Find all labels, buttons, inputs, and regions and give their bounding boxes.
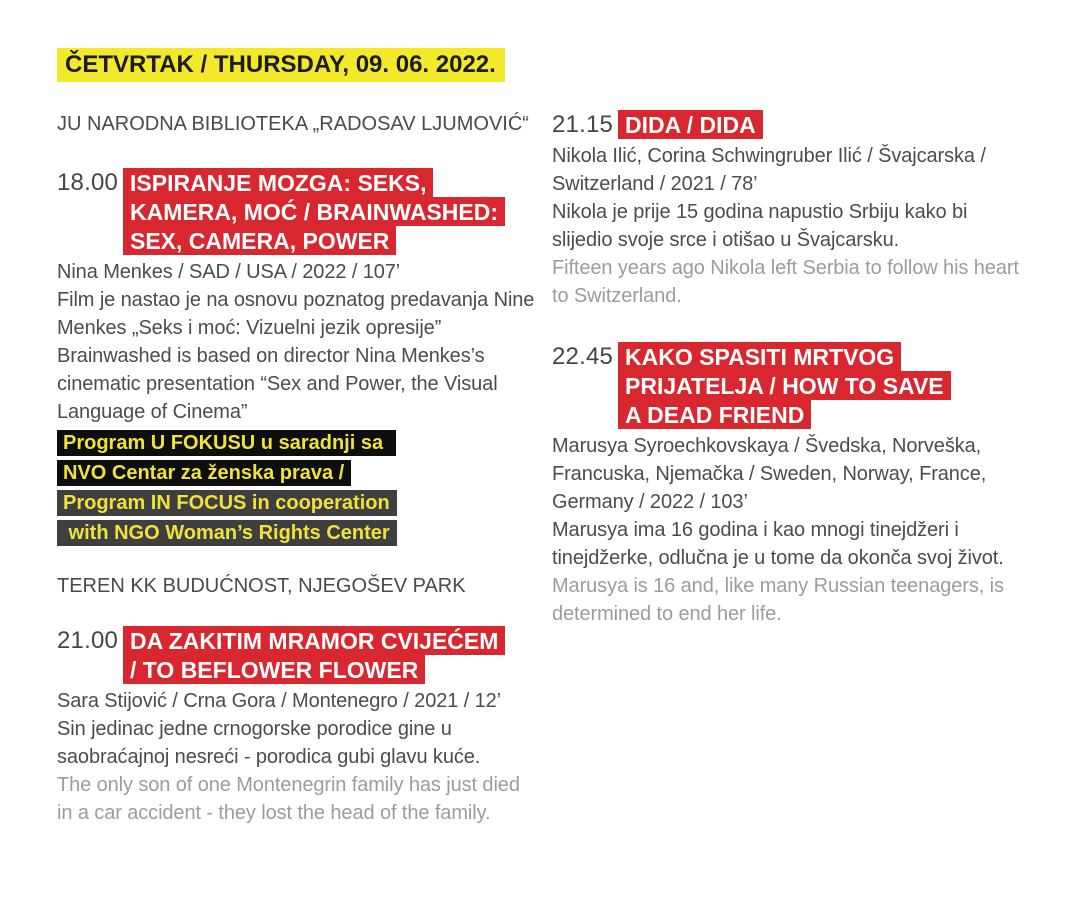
film-credits-line: Francuska, Njemačka / Sweden, Norway, France,: [552, 463, 987, 485]
film-synopsis-line: slijedio svoje srce i otišao u Švajcarsku.: [552, 229, 900, 251]
film-synopsis-en-line: determined to end her life.: [552, 603, 782, 625]
film-details-brainwashed: [57, 258, 535, 426]
film-credits: Sara Stijović / Crna Gora / Montenegro / 2021 / 12’: [57, 690, 502, 712]
film-title-line: PRIJATELJA / HOW TO SAVE: [618, 371, 951, 400]
screening-time-2100: 21.00: [57, 627, 119, 654]
film-credits-line: Nikola Ilić, Corina Schwingruber Ilić / Švajcarska /: [552, 145, 986, 167]
screening-entry-1800: [57, 168, 535, 546]
screening-entry-2100: [57, 626, 527, 827]
film-details-dida: [552, 142, 1022, 310]
date-header: ČETVRTAK / THURSDAY, 09. 06. 2022.: [57, 48, 505, 82]
program-note-line: with NGO Woman’s Rights Center: [57, 520, 397, 546]
film-details-dead-friend: [552, 432, 1022, 628]
film-credits-line: Marusya Syroechkovskaya / Švedska, Norveška,: [552, 435, 982, 457]
film-title-line: SEX, CAMERA, POWER: [123, 226, 396, 255]
film-synopsis-line: cinematic presentation “Sex and Power, the Visual: [57, 373, 498, 395]
program-columns: [57, 110, 1080, 827]
program-note-line: Program IN FOCUS in cooperation: [57, 490, 397, 516]
film-synopsis-line: saobraćajnoj nesreći - porodica gubi glavu kuće.: [57, 746, 481, 768]
film-credits: Nina Menkes / SAD / USA / 2022 / 107’: [57, 261, 401, 283]
screening-entry-2245: [552, 342, 1022, 628]
film-credits-line: Switzerland / 2021 / 78’: [552, 173, 758, 195]
film-synopsis-en-line: Fifteen years ago Nikola left Serbia to follow his heart: [552, 257, 1019, 279]
entry-head-1800: [57, 168, 527, 255]
screening-time-2115: 21.15: [552, 111, 614, 138]
program-in-focus-note: [57, 430, 527, 546]
film-title-line: DA ZAKITIM MRAMOR CVIJEĆEM: [123, 626, 505, 655]
film-synopsis-line: Language of Cinema”: [57, 401, 248, 423]
film-title-brainwashed: [123, 168, 505, 255]
film-title-line: DIDA / DIDA: [618, 110, 763, 139]
film-details-beflower: [57, 687, 527, 827]
screening-entry-2115: [552, 110, 1022, 310]
film-synopsis-en-line: Marusya is 16 and, like many Russian teenagers, is: [552, 575, 1004, 597]
film-synopsis-line: Marusya ima 16 godina i kao mnogi tinejdžeri i: [552, 519, 959, 541]
film-synopsis-line: Sin jedinac jedne crnogorske porodice gine u: [57, 718, 452, 740]
film-credits-line: Germany / 2022 / 103’: [552, 491, 748, 513]
film-title-line: A DEAD FRIEND: [618, 400, 811, 429]
venue-library-label: JU NARODNA BIBLIOTEKA „RADOSAV LJUMOVIĆ“: [57, 113, 529, 135]
right-column: [552, 110, 1022, 827]
screening-time-2245: 22.45: [552, 343, 614, 370]
entry-head-2100: [57, 626, 527, 684]
film-title-dida: [618, 110, 763, 139]
entry-head-2245: [552, 342, 1022, 429]
film-synopsis-en-line: in a car accident - they lost the head of the family.: [57, 802, 491, 824]
film-synopsis-line: tinejdžerke, odlučna je u tome da okonča svoj život.: [552, 547, 1004, 569]
film-title-line: KAKO SPASITI MRTVOG: [618, 342, 901, 371]
venue-park-label: TEREN KK BUDUĆNOST, NJEGOŠEV PARK: [57, 575, 466, 597]
film-title-line: KAMERA, MOĆ / BRAINWASHED:: [123, 197, 505, 226]
film-synopsis-line: Nikola je prije 15 godina napustio Srbiju kako bi: [552, 201, 968, 223]
program-note-line: NVO Centar za ženska prava /: [57, 460, 351, 486]
film-title-beflower: [123, 626, 505, 684]
screening-time-1800: 18.00: [57, 169, 119, 196]
program-note-line: Program U FOKUSU u saradnji sa: [57, 430, 396, 456]
film-synopsis-line: Film je nastao je na osnovu poznatog predavanja Nine: [57, 289, 535, 311]
film-title-line: / TO BEFLOWER FLOWER: [123, 655, 425, 684]
left-column: [57, 110, 535, 827]
film-title-dead-friend: [618, 342, 951, 429]
entry-head-2115: [552, 110, 1022, 139]
film-title-line: ISPIRANJE MOZGA: SEKS,: [123, 168, 433, 197]
film-synopsis-en-line: The only son of one Montenegrin family has just died: [57, 774, 520, 796]
film-synopsis-en-line: to Switzerland.: [552, 285, 682, 307]
film-synopsis-line: Brainwashed is based on director Nina Menkes’s: [57, 345, 485, 367]
film-synopsis-line: Menkes „Seks i moć: Vizuelni jezik opresije”: [57, 317, 442, 339]
